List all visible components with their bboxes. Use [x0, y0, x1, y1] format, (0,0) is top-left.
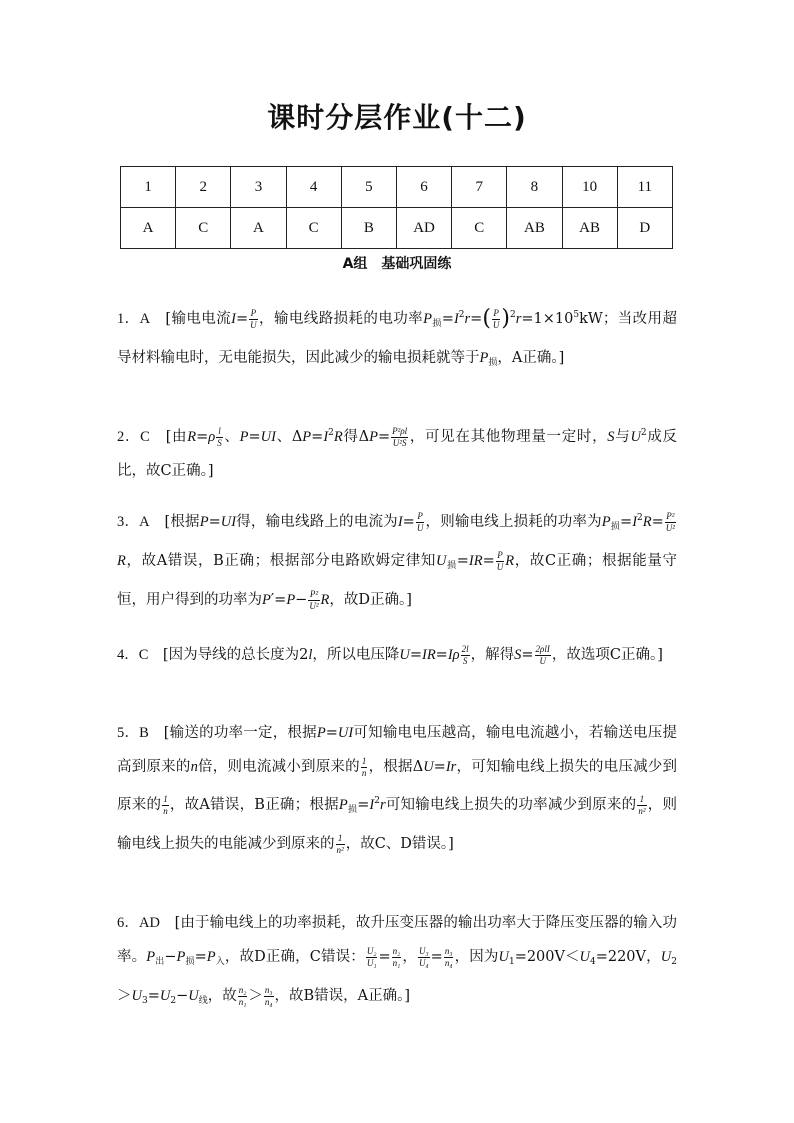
answer-item-6: 6．AD [由于输电线上的功率损耗，故升压变压器的输出功率大于降压变压器的输入功率。$P_出-P_损=P_入$，故D正确，C错误： $\frac{\text{U₂}}{\text{U₁}}$ = $\frac{\text{n₂}}{\text{n₁}}$ ， $\frac{\text{U₃}}{\text{U₄}}$ = $\frac{\text{n₃}}{\text{n₄}}$ ，因为$U_1=200V<U_4=220V$，$U_2>U_3=U_2-U_线$，故 $\frac{\text{n₂}}{\text{n₁}}$ ＞ $\frac{\text{n₃}}{\text{n₄}}$ ，故B错误，A正确。] — [117, 915, 677, 1007]
answer-item-label: 5．B — [117, 725, 149, 741]
answer-item-4: 4．C [因为导线的总长度为2l，所以电压降U=IR=Iρ $\frac{2l}{S}$ ，解得S= 2ρlI U ，故选项C正确。] — [117, 643, 663, 666]
answer-item-1: 1．A [输电电流I= $\frac{P}{U}$ ，输电线路损耗的电功率$P_损=I^2r=$( $\frac{P}{U}$ )$^2r=1\times 10^5kW$；当改用超导材料输电时，无电能损失，因此减少的输电损耗就等于$P_损$，A正确。] — [117, 306, 677, 368]
fraction: 2ρlI U — [535, 643, 550, 666]
fraction: $\frac{\text{n₃}}{\text{n₄}}$ — [444, 945, 453, 968]
fraction: $\frac{\text{n₂}}{\text{n₁}}$ — [392, 945, 401, 968]
fraction: $\frac{\text{U₂}}{\text{U₁}}$ — [366, 945, 377, 968]
question-number-cell: 8 — [507, 167, 562, 208]
answer-item-label: 3．A — [117, 514, 150, 530]
page-title: 课时分层作业(十二) — [267, 101, 527, 134]
answer-table-answer-row — [121, 208, 673, 249]
fraction: $\frac{\text{U₃}}{\text{U₄}}$ — [419, 945, 429, 968]
answer-cell: B — [341, 208, 396, 249]
answer-item-3: 3．A [根据P=UI得，输电线路上的电流为I= $\frac{P}{U}$ ，则输电线上损耗的功率为$P_损=I^2R=$ $\frac{\text{P²}}{\text{U²}}$ R，故A错误，B正确；根据部分电路欧姆定律知$U_损=IR=$ $\frac{P}{U}$ R，故C正确；根据能量守恒，用户得到的功率为P′=P− $\frac{\text{P²}}{\text{U²}}$ R，故D正确。] — [117, 510, 677, 611]
section-title: A组 基础巩固练 — [342, 256, 452, 272]
answer-cell: A — [121, 208, 176, 249]
answer-cell: C — [286, 208, 341, 249]
answer-cell: A — [231, 208, 286, 249]
fraction: $\frac{P}{U}$ — [250, 307, 257, 330]
fraction: $\frac{l}{S}$ — [217, 425, 222, 448]
question-number-cell: 6 — [396, 167, 451, 208]
answer-item-label: 4．C — [117, 647, 149, 663]
answer-item-label: 6．AD — [117, 915, 160, 931]
fraction: $\frac{1}{\text{n²}}$ — [638, 793, 646, 816]
question-number-cell: 11 — [617, 167, 672, 208]
answer-table — [120, 166, 673, 249]
answer-table-number-row — [121, 167, 673, 208]
answer-item-label: 2．C — [117, 429, 150, 445]
answer-item-label: 1．A — [117, 311, 151, 327]
answer-item-5: 5．B [输送的功率一定，根据P=UI可知输电电压越高，输电电流越小，若输送电压提高到原来的n倍，则电流减小到原来的 $\frac{1}{n}$ ，根据ΔU=Ir，可知输电线上损失的电压减少到原来的 $\frac{1}{n}$ ，故A错误，B正确；根据$P_损=I^2r$可知输电线上损失的功率减少到原来的 $\frac{1}{\text{n²}}$ ，则输电线上损失的电能减少到原来的 $\frac{1}{\text{n²}}$ ，故C、D错误。] — [117, 725, 677, 855]
fraction: $\frac{P}{U}$ — [492, 307, 500, 330]
fraction: $\frac{P}{U}$ — [416, 510, 424, 533]
fraction: $\frac{\text{n₃}}{\text{n₄}}$ — [264, 984, 273, 1007]
fraction: $\frac{1}{n}$ — [163, 793, 168, 816]
fraction: $\frac{\text{P²}}{\text{U²}}$ — [309, 588, 319, 611]
answer-cell: C — [452, 208, 507, 249]
question-number-cell: 7 — [452, 167, 507, 208]
answer-item-2: 2．C [由R=ρ $\frac{l}{S}$ 、P=UI、$\Delta P=I^2R$得ΔP= $\frac{\text{P²ρl}}{\text{U²S}}$ ，可见在其他物理量一定时，S与$U^2$成反比，故C正确。] — [117, 425, 678, 479]
answer-cell: AB — [562, 208, 617, 249]
fraction: $\frac{1}{n}$ — [361, 755, 367, 778]
answer-cell: C — [176, 208, 231, 249]
question-number-cell: 4 — [286, 167, 341, 208]
question-number-cell: 3 — [231, 167, 286, 208]
fraction: $\frac{P}{U}$ — [496, 549, 504, 572]
question-number-cell: 10 — [562, 167, 617, 208]
question-number-cell: 5 — [341, 167, 396, 208]
fraction: $\frac{\text{P²ρl}}{\text{U²S}}$ — [392, 425, 408, 448]
answer-cell: AB — [507, 208, 562, 249]
answer-cell: D — [617, 208, 672, 249]
question-number-cell: 2 — [176, 167, 231, 208]
question-number-cell: 1 — [121, 167, 176, 208]
fraction: $\frac{2l}{S}$ — [461, 643, 469, 666]
fraction: $\frac{\text{P²}}{\text{U²}}$ — [665, 510, 675, 533]
fraction: $\frac{\text{n₂}}{\text{n₁}}$ — [238, 984, 247, 1007]
answer-cell: AD — [396, 208, 451, 249]
fraction: $\frac{1}{\text{n²}}$ — [336, 832, 344, 855]
